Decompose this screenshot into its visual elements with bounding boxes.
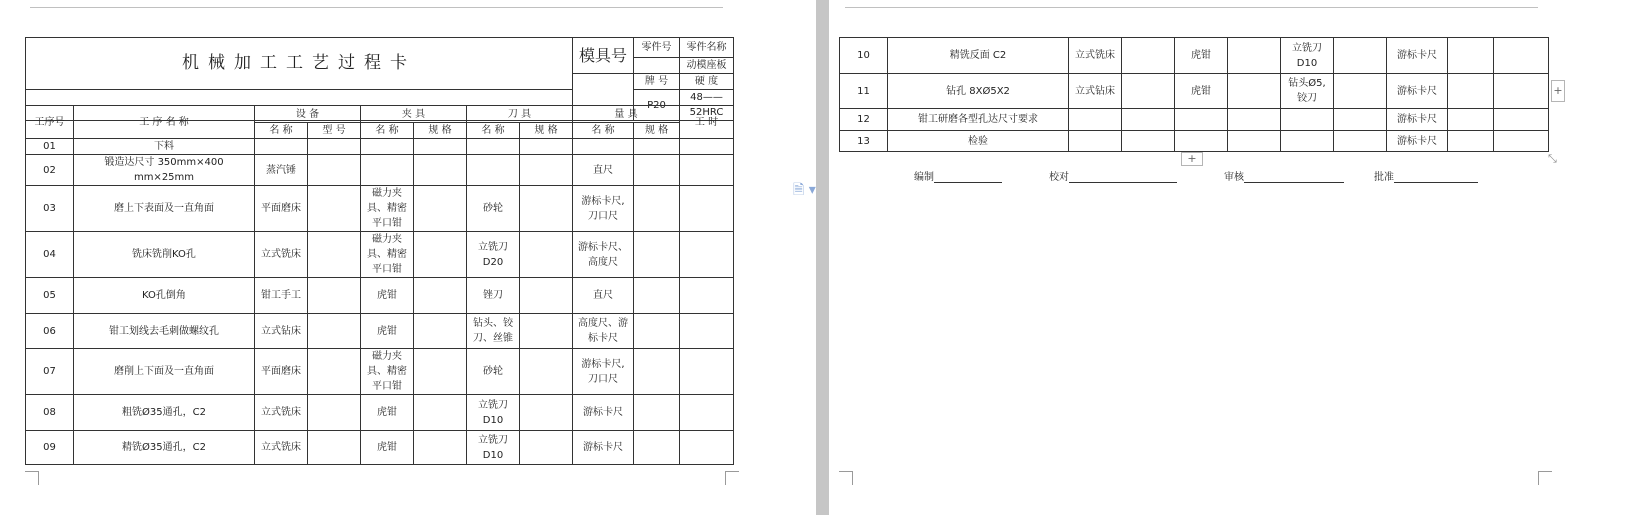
hours-cell[interactable] [680, 314, 734, 349]
step-no-cell[interactable]: 06 [26, 314, 74, 349]
step-name-cell[interactable]: 钻孔 8XØ5X2 [888, 74, 1069, 109]
cutter-spec-cell[interactable] [520, 395, 573, 431]
hardness-value[interactable]: 48——52HRC [680, 90, 734, 121]
gauge-spec-cell[interactable] [1448, 109, 1494, 131]
equipment-model-cell[interactable] [308, 186, 361, 232]
equipment-name-cell[interactable] [255, 139, 308, 155]
table-resize-handle[interactable]: ⤡ [1548, 152, 1557, 165]
step-name-cell[interactable]: 钳工研磨各型孔达尺寸要求 [888, 109, 1069, 131]
fixture-spec-cell[interactable] [414, 431, 467, 465]
fixture-name-cell[interactable]: 虎钳 [361, 431, 414, 465]
header-hours: 工 时 [680, 106, 734, 139]
document-page-2 [829, 0, 1647, 515]
sub-header-name: 名 称 [467, 123, 520, 139]
sub-header-spec: 规 格 [634, 123, 680, 139]
gauge-spec-cell[interactable] [634, 139, 680, 155]
gauge-name-cell[interactable]: 游标卡尺 [573, 395, 634, 431]
cutter-spec-cell[interactable] [520, 139, 573, 155]
gauge-name-cell[interactable]: 游标卡尺 [1387, 109, 1448, 131]
hours-cell[interactable] [680, 139, 734, 155]
sub-header-spec: 规 格 [414, 123, 467, 139]
cutter-spec-cell[interactable] [520, 278, 573, 314]
gauge-name-cell[interactable]: 游标卡尺 [1387, 131, 1448, 152]
fixture-spec-cell[interactable] [414, 278, 467, 314]
table-row [26, 139, 734, 155]
gauge-name-cell[interactable]: 直尺 [573, 155, 634, 186]
equipment-model-cell[interactable] [308, 395, 361, 431]
gauge-name-cell[interactable]: 游标卡尺 [1387, 74, 1448, 109]
cutter-name-cell[interactable]: 砂轮 [467, 186, 520, 232]
cutter-name-cell[interactable]: 钻头、铰刀、丝锥 [467, 314, 520, 349]
gauge-spec-cell[interactable] [634, 314, 680, 349]
step-no-cell[interactable]: 04 [26, 232, 74, 278]
table-row [840, 74, 1549, 109]
process-steps-table[interactable] [25, 105, 734, 465]
table-row [26, 349, 734, 395]
step-no-cell[interactable]: 09 [26, 431, 74, 465]
step-name-cell[interactable]: 粗铣Ø35通孔，C2 [74, 395, 255, 431]
review-label: 审核 [1224, 172, 1244, 183]
equipment-name-cell[interactable]: 立式铣床 [255, 232, 308, 278]
gauge-spec-cell[interactable] [634, 155, 680, 186]
review-line[interactable] [1244, 172, 1344, 183]
gauge-spec-cell[interactable] [634, 395, 680, 431]
table-row [840, 38, 1549, 74]
equipment-model-cell[interactable] [308, 431, 361, 465]
cutter-name-cell[interactable]: 钻头Ø5, 铰刀 [1281, 74, 1334, 109]
hours-cell[interactable] [1494, 109, 1549, 131]
mold-number-label: 模具号 [573, 38, 634, 74]
cutter-spec-cell[interactable] [520, 314, 573, 349]
table-row [26, 395, 734, 431]
fixture-name-cell[interactable]: 磁力夹具、精密平口钳 [361, 186, 414, 232]
gauge-spec-cell[interactable] [634, 278, 680, 314]
gauge-spec-cell[interactable] [1448, 38, 1494, 74]
gauge-spec-cell[interactable] [634, 349, 680, 395]
hours-cell[interactable] [1494, 74, 1549, 109]
gauge-name-cell[interactable]: 高度尺、游标卡尺 [573, 314, 634, 349]
part-name-label: 零件名称 [680, 38, 734, 58]
cutter-spec-cell[interactable] [520, 232, 573, 278]
proofread-label: 校对 [1049, 172, 1069, 183]
table-row [26, 278, 734, 314]
part-no-label: 零件号 [634, 38, 680, 58]
step-name-cell[interactable]: 钳工划线去毛刺做螺纹孔 [74, 314, 255, 349]
fixture-spec-cell[interactable] [414, 349, 467, 395]
gauge-name-cell[interactable]: 游标卡尺 [1387, 38, 1448, 74]
header-step-name: 工 序 名 称 [74, 106, 255, 139]
table-row [840, 131, 1549, 152]
hours-cell[interactable] [680, 431, 734, 465]
cutter-spec-cell[interactable] [520, 155, 573, 186]
hours-cell[interactable] [680, 395, 734, 431]
equipment-model-cell[interactable] [308, 314, 361, 349]
cutter-spec-cell[interactable] [1334, 74, 1387, 109]
fixture-name-cell[interactable]: 虎钳 [1175, 38, 1228, 74]
hours-cell[interactable] [1494, 131, 1549, 152]
equipment-name-cell[interactable] [1069, 109, 1122, 131]
header-margin-line [30, 7, 723, 8]
header-equipment: 设 备 [255, 106, 361, 123]
equipment-model-cell[interactable] [308, 139, 361, 155]
header-fixture: 夹 具 [361, 106, 467, 123]
fixture-name-cell[interactable]: 虎钳 [1175, 74, 1228, 109]
step-name-cell[interactable]: 检验 [888, 131, 1069, 152]
fixture-name-cell[interactable] [1175, 109, 1228, 131]
cutter-name-cell[interactable] [467, 139, 520, 155]
approve-line[interactable] [1394, 172, 1478, 183]
cutter-name-cell[interactable] [1281, 109, 1334, 131]
compile-line[interactable] [934, 172, 1002, 183]
fixture-name-cell[interactable]: 虎钳 [361, 314, 414, 349]
cutter-spec-cell[interactable] [1334, 109, 1387, 131]
hours-cell[interactable] [680, 186, 734, 232]
approve-label: 批准 [1374, 172, 1394, 183]
step-no-cell[interactable]: 03 [26, 186, 74, 232]
step-name-cell[interactable]: 下料 [74, 139, 255, 155]
sub-header-spec: 规 格 [520, 123, 573, 139]
step-name-cell[interactable]: 磨削上下面及一直角面 [74, 349, 255, 395]
fixture-name-cell[interactable] [1175, 131, 1228, 152]
table-row [26, 186, 734, 232]
table-row [26, 314, 734, 349]
cutter-name-cell[interactable]: 立铣刀 D20 [467, 232, 520, 278]
cutter-spec-cell[interactable] [1334, 131, 1387, 152]
signature-approve [1374, 168, 1478, 183]
hours-cell[interactable] [680, 278, 734, 314]
fixture-name-cell[interactable]: 虎钳 [361, 278, 414, 314]
hardness-label: 硬 度 [680, 74, 734, 90]
step-no-cell[interactable]: 10 [840, 38, 888, 74]
step-no-cell[interactable]: 07 [26, 349, 74, 395]
process-steps-table-continued[interactable] [839, 37, 1549, 152]
gauge-name-cell[interactable]: 游标卡尺, 刀口尺 [573, 186, 634, 232]
header-step-no: 工序号 [26, 106, 74, 139]
equipment-name-cell[interactable]: 立式铣床 [255, 395, 308, 431]
step-no-cell[interactable]: 08 [26, 395, 74, 431]
fixture-spec-cell[interactable] [414, 139, 467, 155]
cutter-name-cell[interactable]: 立铣刀 D10 [467, 431, 520, 465]
sub-header-name: 名 称 [255, 123, 308, 139]
equipment-name-cell[interactable] [1069, 131, 1122, 152]
gauge-spec-cell[interactable] [1448, 131, 1494, 152]
sub-header-model: 型 号 [308, 123, 361, 139]
equipment-model-cell[interactable] [1122, 38, 1175, 74]
fixture-spec-cell[interactable] [1228, 109, 1281, 131]
gauge-spec-cell[interactable] [634, 232, 680, 278]
equipment-name-cell[interactable]: 立式钻床 [255, 314, 308, 349]
gauge-name-cell[interactable] [573, 139, 634, 155]
part-no-value[interactable] [634, 58, 680, 74]
equipment-name-cell[interactable]: 平面磨床 [255, 186, 308, 232]
hours-cell[interactable] [680, 155, 734, 186]
equipment-name-cell[interactable]: 平面磨床 [255, 349, 308, 395]
cutter-spec-cell[interactable] [520, 431, 573, 465]
cutter-name-cell[interactable] [1281, 131, 1334, 152]
fixture-name-cell[interactable] [361, 139, 414, 155]
fixture-spec-cell[interactable] [414, 186, 467, 232]
step-no-cell[interactable]: 01 [26, 139, 74, 155]
gauge-spec-cell[interactable] [1448, 74, 1494, 109]
process-steps-body-continued [840, 38, 1549, 152]
grade-value[interactable]: P20 [634, 90, 680, 121]
margin-corner-mark [725, 471, 739, 485]
fixture-spec-cell[interactable] [414, 232, 467, 278]
margin-corner-mark [25, 471, 39, 485]
signature-compile [914, 168, 1002, 183]
add-column-button[interactable]: + [1551, 80, 1565, 102]
grade-label: 牌 号 [634, 74, 680, 90]
step-name-cell[interactable]: KO孔倒角 [74, 278, 255, 314]
header-gauge: 量 具 [573, 106, 680, 123]
step-name-cell[interactable]: 磨上下表面及一直角面 [74, 186, 255, 232]
proofread-line[interactable] [1069, 172, 1177, 183]
document-page-1 [0, 0, 816, 515]
equipment-name-cell[interactable]: 立式铣床 [1069, 38, 1122, 74]
fixture-name-cell[interactable]: 虎钳 [361, 395, 414, 431]
equipment-name-cell[interactable]: 立式钻床 [1069, 74, 1122, 109]
cutter-name-cell[interactable]: 立铣刀 D10 [467, 395, 520, 431]
process-steps-body [26, 139, 734, 465]
signature-review [1224, 168, 1344, 183]
fixture-name-cell[interactable]: 磁力夹具、精密平口钳 [361, 232, 414, 278]
header-margin-line [845, 7, 1538, 8]
gauge-spec-cell[interactable] [634, 431, 680, 465]
cutter-spec-cell[interactable] [520, 186, 573, 232]
equipment-model-cell[interactable] [308, 155, 361, 186]
equipment-model-cell[interactable] [1122, 74, 1175, 109]
equipment-model-cell[interactable] [308, 278, 361, 314]
cutter-name-cell[interactable]: 砂轮 [467, 349, 520, 395]
cutter-spec-cell[interactable] [1334, 38, 1387, 74]
gauge-name-cell[interactable]: 游标卡尺 [573, 431, 634, 465]
fixture-spec-cell[interactable] [1228, 38, 1281, 74]
step-name-cell[interactable]: 精铣Ø35通孔，C2 [74, 431, 255, 465]
table-row [26, 431, 734, 465]
cutter-spec-cell[interactable] [520, 349, 573, 395]
cutter-name-cell[interactable]: 锉刀 [467, 278, 520, 314]
gauge-spec-cell[interactable] [634, 186, 680, 232]
cutter-name-cell[interactable]: 立铣刀 D10 [1281, 38, 1334, 74]
fixture-name-cell[interactable] [361, 155, 414, 186]
step-no-cell[interactable]: 11 [840, 74, 888, 109]
cutter-name-cell[interactable] [467, 155, 520, 186]
fixture-name-cell[interactable]: 磁力夹具、精密平口钳 [361, 349, 414, 395]
fixture-spec-cell[interactable] [414, 314, 467, 349]
step-no-cell[interactable]: 05 [26, 278, 74, 314]
gauge-name-cell[interactable]: 游标卡尺, 刀口尺 [573, 349, 634, 395]
fixture-spec-cell[interactable] [414, 395, 467, 431]
sub-header-name: 名 称 [361, 123, 414, 139]
equipment-model-cell[interactable] [308, 349, 361, 395]
equipment-name-cell[interactable]: 立式铣床 [255, 431, 308, 465]
table-row [840, 109, 1549, 131]
table-row [26, 232, 734, 278]
step-name-cell[interactable]: 铣床铣削KO孔 [74, 232, 255, 278]
header-cutter: 刀 具 [467, 106, 573, 123]
margin-corner-mark [839, 471, 853, 485]
card-title: 机械加工工艺过程卡 [26, 38, 573, 90]
equipment-model-cell[interactable] [1122, 131, 1175, 152]
part-name-value[interactable]: 动模座板 [680, 58, 734, 74]
equipment-model-cell[interactable] [308, 232, 361, 278]
step-name-cell[interactable]: 锻造达尺寸 350mm×400 mm×25mm [74, 155, 255, 186]
equipment-name-cell[interactable]: 蒸汽锤 [255, 155, 308, 186]
step-no-cell[interactable]: 13 [840, 131, 888, 152]
gauge-name-cell[interactable]: 直尺 [573, 278, 634, 314]
paste-options-icon[interactable]: 🗎 ▾ [793, 182, 816, 198]
equipment-name-cell[interactable]: 钳工手工 [255, 278, 308, 314]
step-no-cell[interactable]: 12 [840, 109, 888, 131]
hours-cell[interactable] [680, 232, 734, 278]
fixture-spec-cell[interactable] [1228, 74, 1281, 109]
margin-corner-mark [1538, 471, 1552, 485]
gauge-name-cell[interactable]: 游标卡尺、高度尺 [573, 232, 634, 278]
fixture-spec-cell[interactable] [414, 155, 467, 186]
hours-cell[interactable] [680, 349, 734, 395]
signature-proofread [1049, 168, 1177, 183]
sub-header-name: 名 称 [573, 123, 634, 139]
step-no-cell[interactable]: 02 [26, 155, 74, 186]
step-name-cell[interactable]: 精铣反面 C2 [888, 38, 1069, 74]
equipment-model-cell[interactable] [1122, 109, 1175, 131]
compile-label: 编制 [914, 172, 934, 183]
add-row-button[interactable]: + [1181, 152, 1203, 166]
table-row [26, 155, 734, 186]
hours-cell[interactable] [1494, 38, 1549, 74]
fixture-spec-cell[interactable] [1228, 131, 1281, 152]
